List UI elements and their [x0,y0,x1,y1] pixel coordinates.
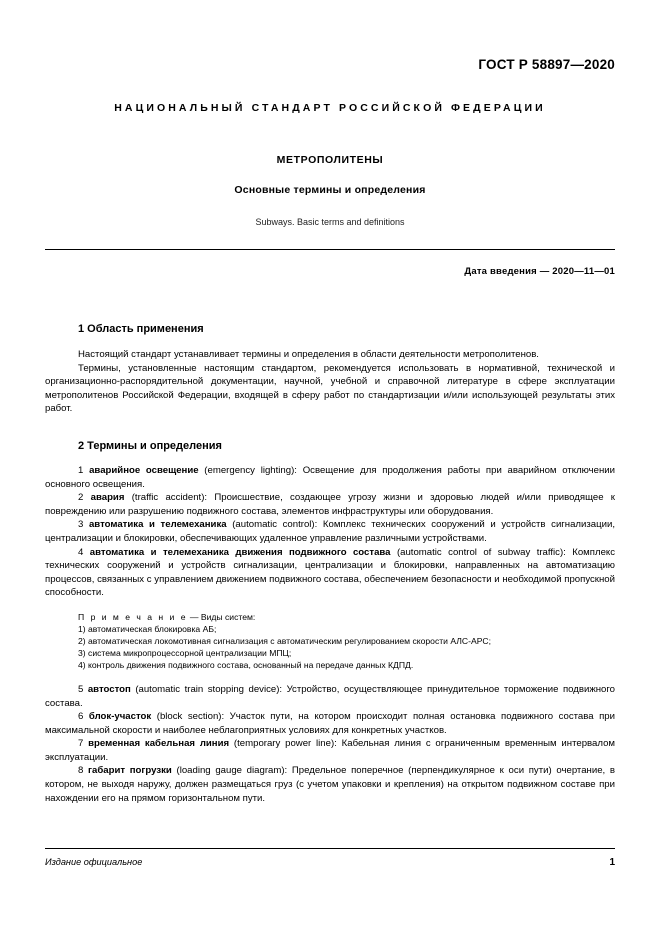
note-block [45,611,615,671]
page-footer [45,848,615,868]
terms-list-part-2 [45,683,615,805]
term-entry [45,491,615,518]
term-number: 5 [78,683,84,695]
note-item: 2) автоматическая локомотивная сигнализация с автоматическим регулированием скорости АЛС-АРС; [78,635,491,646]
term-name: авария [90,492,125,504]
term-name: временная кабельная линия [88,738,230,750]
footer-row [45,857,615,868]
term-number: 2 [78,492,84,504]
term-entry [45,737,615,764]
term-name: автостоп [87,683,131,695]
term-definition: (loading gauge diagram): Предельное поперечное (перпендикулярное к оси пути) очертание, в котором, не выходя наружу, должен размещаться груз (с учетом упаковки и крепления) на открытом подвижном составе при нахождении его на прямом горизонтальном пути. [45,765,615,804]
term-entry [45,518,615,545]
section-heading-scope: 1 Область применения [78,323,204,335]
page-number: 1 [609,857,615,868]
term-definition: (emergency lighting): Освещение для продолжения работы при аварийном отключении основного освещения. [45,464,615,490]
note-item: 3) система микропроцессорной централизации МПЦ; [78,647,292,658]
note-item: 1) автоматическая блокировка АБ; [78,623,217,634]
page-content [45,0,615,805]
official-edition-label: Издание официальное [45,857,143,867]
term-name: аварийное освещение [89,464,199,476]
term-entry [45,546,615,600]
term-definition: (automatic train stopping device): Устройство, осуществляющее принудительное торможение подвижного состава. [45,683,615,709]
scope-paragraph-1: Настоящий стандарт устанавливает термины и определения в области деятельности метрополитенов. [78,349,539,360]
term-definition: (traffic accident): Происшествие, создающее угрозу жизни и здоровью людей и/или приводящее к повреждению или разрушению подвижного состава, элементов инфраструктуры или оборудования. [45,492,615,517]
note-item: 4) контроль движения подвижного состава, основанный на передаче данных КДПД. [78,659,414,670]
terms-list-part-1 [45,464,615,600]
term-name: автоматика и телемеханика движения подвижного состава [89,546,391,558]
term-number: 6 [78,711,84,723]
title-block [45,154,615,227]
term-entry [45,710,615,737]
footer-divider [45,848,615,849]
term-entry [45,464,615,491]
note-title [45,611,615,623]
term-number: 1 [78,464,84,476]
term-definition: (temporary power line): Кабельная линия с ограниченным временным интервалом эксплуатации. [45,738,615,763]
scope-paragraph-2: Термины, установленные настоящим стандартом, рекомендуется использовать в нормативной, технической и организационно-распорядительной документации, научной, учебной и справочной литературе в сфере эксплуатации метрополитенов Российской Федерации, входящей в сферу работ по стандартизации и/или использующей результаты этих работ. [45,362,615,415]
effective-date: Дата введения — 2020—11—01 [464,266,615,277]
term-number: 4 [78,546,84,558]
term-name: блок-участок [88,711,152,723]
term-definition: (automatic control): Комплекс технических сооружений и устройств сигнализации, централизации и блокировки, обеспечивающих удаленное управление различными устройствами. [45,519,616,544]
header-divider [45,249,615,250]
term-name: габарит погрузки [88,765,172,777]
term-definition: (block section): Участок пути, на котором происходит полная остановка подвижного состава при максимальной скорости и наиболее неблагоприятных условиях для конкретных участков. [45,711,615,736]
note-label: П р и м е ч а н и е [78,611,188,622]
document-title: МЕТРОПОЛИТЕНЫ [276,154,384,166]
term-number: 8 [78,765,84,777]
term-entry [45,764,615,805]
note-title-rest: — Виды систем: [187,611,256,622]
document-title-english: Subways. Basic terms and definitions [255,217,405,227]
term-definition: (automatic control of subway traffic): Комплекс технических сооружений и устройств сигнализации, централизации и блокировки, направленных на автоматизацию процессов, связанных с управлением движением подвижного состава, обеспечением безопасности и необходимой пропускной способности. [45,546,616,599]
document-subtitle: Основные термины и определения [234,184,426,196]
gost-number: ГОСТ Р 58897—2020 [478,57,615,72]
term-number: 3 [78,519,84,531]
term-entry [45,683,615,710]
national-standard-line: НАЦИОНАЛЬНЫЙ СТАНДАРТ РОССИЙСКОЙ ФЕДЕРАЦИИ [114,102,546,114]
term-number: 7 [78,738,84,750]
term-name: автоматика и телемеханика [88,519,227,531]
section-heading-terms: 2 Термины и определения [78,439,222,452]
